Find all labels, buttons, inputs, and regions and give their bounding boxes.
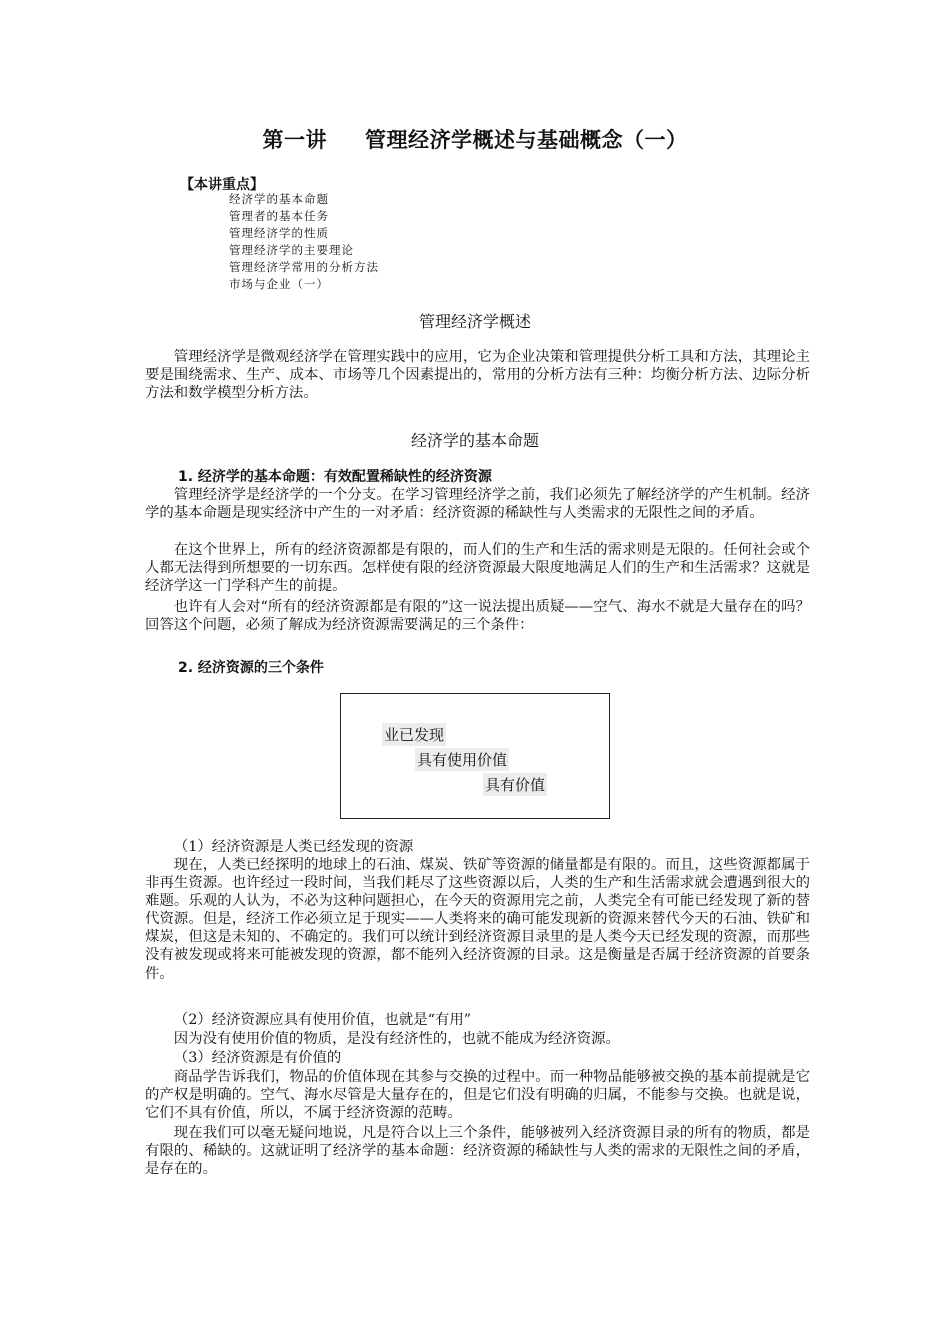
condition-3-paragraph: 商品学告诉我们，物品的价值体现在其参与交换的过程中。而一种物品能够被交换的基本前提就是它的产权是明确的。空气、海水尽管是大量存在的，但是它们没有明确的归属，不能参与交换。也就是说，它们不具有价值，所以，不属于经济资源的范畴。 — [145, 1069, 810, 1122]
key-point-item: 市场与企业（一） — [229, 277, 329, 291]
key-points-label: 【本讲重点】 — [180, 177, 264, 193]
lecture-title — [0, 124, 950, 154]
condition-1-heading: （1）经济资源是人类已经发现的资源 — [173, 839, 414, 855]
lecture-number: 第一讲 — [262, 128, 327, 152]
paragraph-proposition-1: 管理经济学是经济学的一个分支。在学习管理经济学之前，我们必须先了解经济学的产生机制。经济学的基本命题是现实经济中产生的一对矛盾：经济资源的稀缺性与人类需求的无限性之间的矛盾。 — [145, 487, 810, 522]
basic-proposition-heading: 经济学的基本命题 — [410, 431, 539, 450]
lecture-topic: 管理经济学概述与基础概念（一） — [365, 128, 688, 152]
condition-use-value: 具有使用价值 — [415, 748, 509, 771]
condition-2-paragraph: 因为没有使用价值的物质，是没有经济性的，也就不能成为经济资源。 — [173, 1031, 620, 1047]
key-point-item: 管理经济学常用的分析方法 — [229, 260, 379, 274]
paragraph-proposition-2: 在这个世界上，所有的经济资源都是有限的，而人们的生产和生活的需求则是无限的。任何社会或个人都无法得到所想要的一切东西。怎样使有限的经济资源最大限度地满足人们的生产和生活需求？这就是经济学这一门学科产生的前提。 — [145, 542, 810, 595]
condition-discovered: 业已发现 — [382, 723, 446, 746]
key-points-list — [229, 191, 379, 293]
key-point-item: 管理者的基本任务 — [229, 209, 329, 223]
key-point-item: 管理经济学的性质 — [229, 226, 329, 240]
overview-heading: 管理经济学概述 — [418, 312, 531, 331]
condition-value: 具有价值 — [483, 773, 547, 796]
key-point-item: 经济学的基本命题 — [229, 192, 329, 206]
conditions-diagram — [340, 693, 610, 819]
condition-2-heading: （2）经济资源应具有使用价值，也就是“有用” — [173, 1012, 472, 1028]
subheading-three-conditions: 2. 经济资源的三个条件 — [178, 660, 324, 676]
condition-1-paragraph: 现在，人类已经探明的地球上的石油、煤炭、铁矿等资源的储量都是有限的。而且，这些资源都属于非再生资源。也许经过一段时间，当我们耗尽了这些资源以后，人类的生产和生活需求就会遭遇到很大的难题。乐观的人认为，不必为这种问题担心，在今天的资源用完之前，人类完全有可能已经发现了新的替代资源。但是，经济工作必须立足于现实——人类将来的确可能发现新的资源来替代今天的石油、铁矿和煤炭，但这是未知的、不确定的。我们可以统计到经济资源目录里的是人类今天已经发现的资源，而那些没有被发现或将来可能被发现的资源，都不能列入经济资源的目录。这是衡量是否属于经济资源的首要条件。 — [145, 857, 810, 982]
conclusion-paragraph: 现在我们可以毫无疑问地说，凡是符合以上三个条件，能够被列入经济资源目录的所有的物质，都是有限的、稀缺的。这就证明了经济学的基本命题：经济资源的稀缺性与人类的需求的无限性之间的矛盾，是存在的。 — [145, 1125, 810, 1178]
paragraph-proposition-3: 也许有人会对“所有的经济资源都是有限的”这一说法提出质疑——空气、海水不就是大量存在的吗？回答这个问题，必须了解成为经济资源需要满足的三个条件： — [145, 599, 810, 634]
subheading-basic-proposition: 1. 经济学的基本命题：有效配置稀缺性的经济资源 — [178, 469, 492, 485]
key-point-item: 管理经济学的主要理论 — [229, 243, 354, 257]
overview-paragraph: 管理经济学是微观经济学在管理实践中的应用，它为企业决策和管理提供分析工具和方法，其理论主要是围绕需求、生产、成本、市场等几个因素提出的，常用的分析方法有三种：均衡分析方法、边际分析方法和数学模型分析方法。 — [145, 349, 810, 402]
condition-3-heading: （3）经济资源是有价值的 — [173, 1050, 342, 1066]
